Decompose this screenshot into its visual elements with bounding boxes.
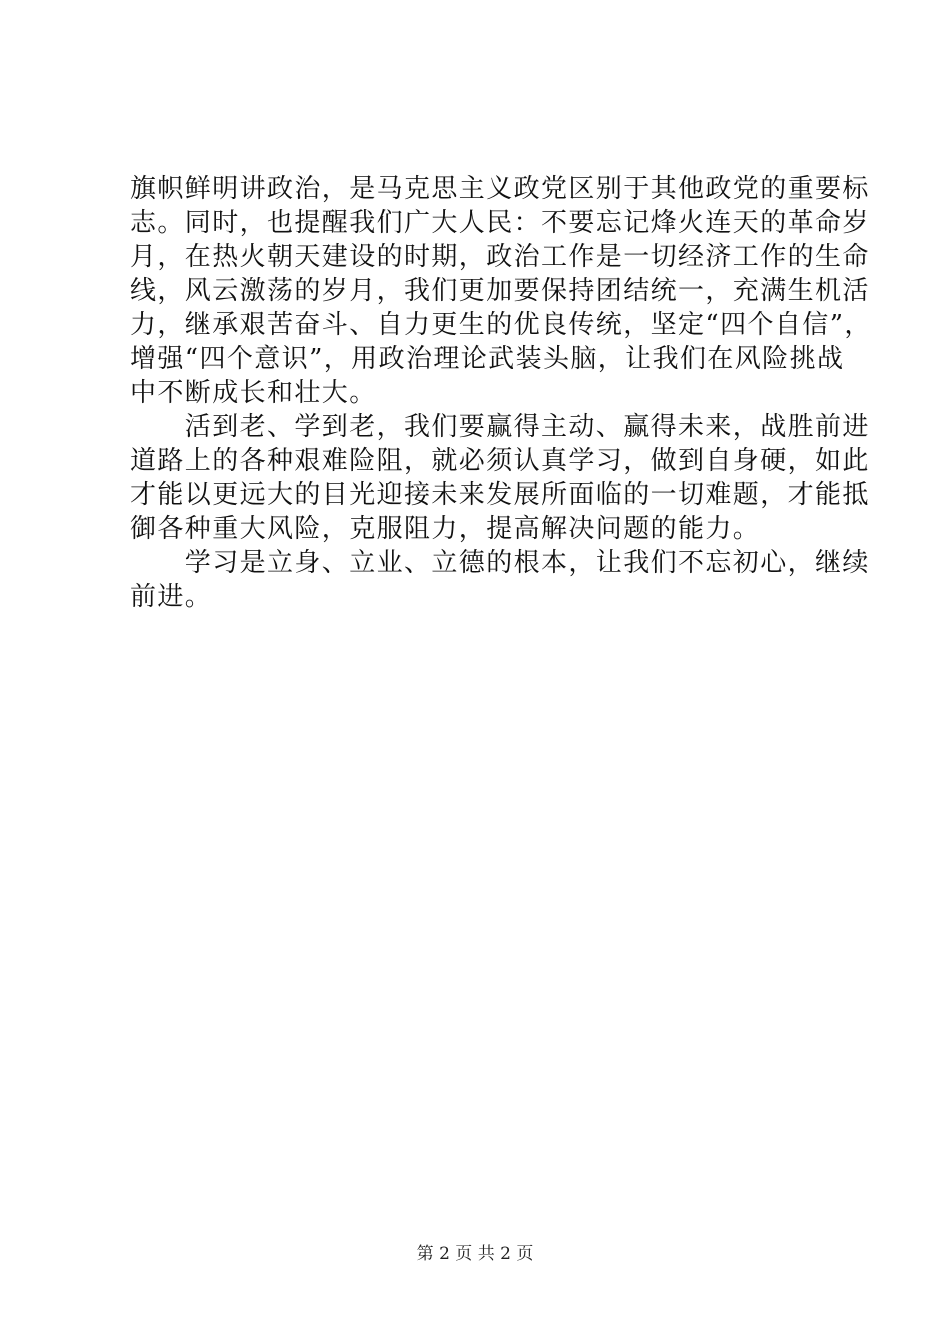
text-line: 线，风云激荡的岁月，我们更加要保持团结统一，充满生机活 (130, 276, 870, 306)
text-line: 中不断成长和壮大。 (130, 378, 377, 408)
page-footer: 第 2 页 共 2 页 (416, 1244, 534, 1264)
text-line: 志。同时，也提醒我们广大人民：不要忘记烽火连天的革命岁 (130, 208, 870, 238)
text-line: 活到老、学到老，我们要赢得主动、赢得未来，战胜前进 (130, 412, 870, 442)
text-line: 道路上的各种艰难险阻，就必须认真学习，做到自身硬，如此 (130, 446, 870, 476)
text-line: 前进。 (130, 582, 213, 612)
text-line: 力，继承艰苦奋斗、自力更生的优良传统，坚定“四个自信”， (130, 310, 872, 340)
text-line: 旗帜鲜明讲政治，是马克思主义政党区别于其他政党的重要标 (130, 174, 870, 204)
text-line: 月，在热火朝天建设的时期，政治工作是一切经济工作的生命 (130, 242, 870, 272)
text-line: 御各种重大风险，克服阻力，提高解决问题的能力。 (130, 514, 761, 544)
text-line: 学习是立身、立业、立德的根本，让我们不忘初心，继续 (130, 548, 870, 578)
document-body (130, 172, 872, 614)
text-line: 增强“四个意识”，用政治理论武装头脑，让我们在风险挑战 (130, 344, 845, 374)
text-line: 才能以更远大的目光迎接未来发展所面临的一切难题，才能抵 (130, 480, 870, 510)
